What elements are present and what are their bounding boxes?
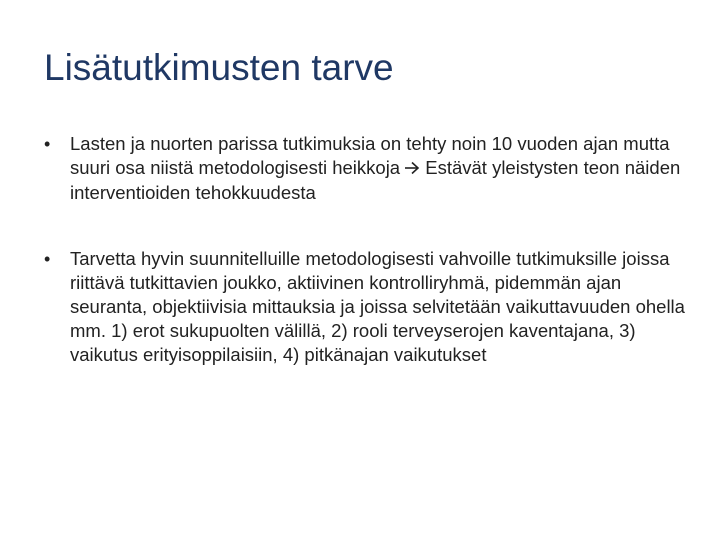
arrow-right-icon (404, 157, 420, 181)
bullet-2-text: Tarvetta hyvin suunnitelluille metodologisesti vahvoille tutkimuksille joissa riittävä tutkittavien joukko, aktiivinen kontrolliryhmä, pidemmän ajan seuranta, objektiivisia mittauksia ja joissa selvitetään vaikuttavuuden ohella mm. 1) erot sukupuolten välillä, 2) rooli terveyserojen kaventajana, 3) vaikutus erityisoppilaisiin, 4) pitkänajan vaikutukset (70, 248, 685, 365)
slide-title: Lisätutkimusten tarve (44, 47, 394, 88)
bullet-list (44, 132, 694, 409)
bullet-dot-icon: • (44, 134, 51, 154)
bullet-1-text: Lasten ja nuorten parissa tutkimuksia on tehty noin 10 vuoden ajan mutta suuri osa niistä metodologisesti heikkoja (70, 133, 670, 178)
bullet-item-2 (44, 247, 694, 367)
bullet-item-1 (44, 132, 694, 205)
bullet-dot-icon: • (44, 249, 51, 269)
bullet-1-continuation: Estävät yleistysten teon näiden interventioiden tehokkuudesta (70, 157, 681, 203)
